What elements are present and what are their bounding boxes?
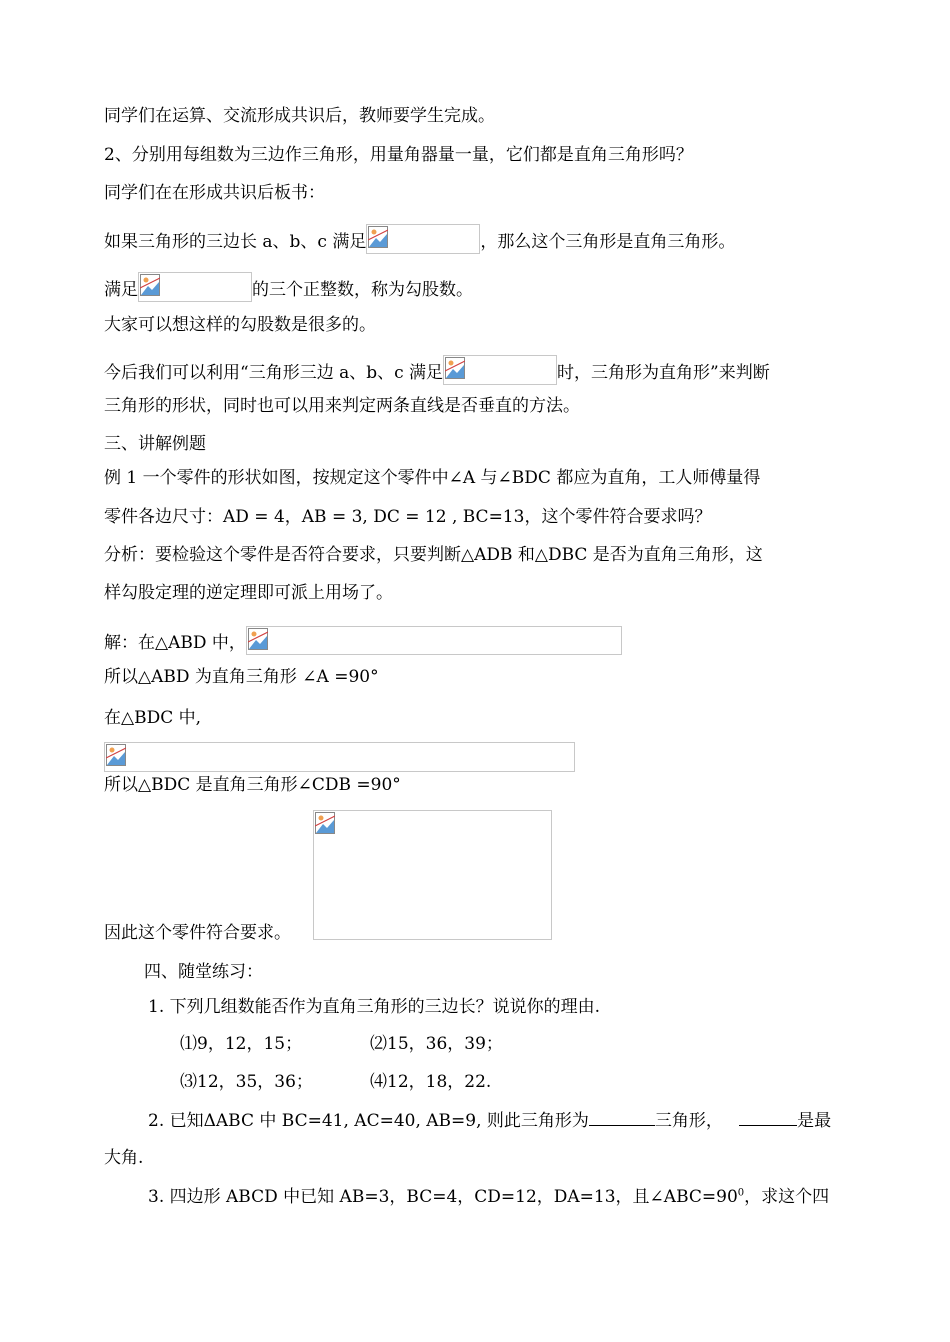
text-line: 大家可以想这样的勾股数是很多的。 — [104, 315, 376, 335]
text-line: 零件各边尺寸：AD = 4，AB = 3, DC = 12 , BC=13，这个零件符合要求吗？ — [104, 507, 712, 527]
text-line — [104, 224, 846, 254]
exercise-item — [148, 1185, 846, 1209]
text-line: 所以△ABD 为直角三角形 ∠A =90° — [104, 667, 379, 687]
text-segment: 的三个正整数，称为勾股数。 — [252, 280, 473, 300]
text-segment: 今后我们可以利用“三角形三边 a、b、c 满足 — [104, 363, 444, 383]
section-heading: 四、随堂练习： — [144, 962, 263, 982]
text-line: 同学们在在形成共识后板书： — [104, 183, 325, 203]
text-line — [104, 355, 846, 385]
option-item: ⑷12，18，22. — [370, 1072, 492, 1092]
section-heading: 三、讲解例题 — [104, 434, 206, 454]
text-segment: ，那么这个三角形是直角三角形。 — [480, 232, 736, 252]
text-segment: 2. 已知ΔABC 中 BC=41, AC=40, AB=9, 则此三角形为 — [148, 1111, 589, 1131]
option-item: ⑶12，35，36； — [180, 1072, 313, 1092]
text-line — [104, 626, 846, 655]
text-line: 例 1 一个零件的形状如图，按规定这个零件中∠A 与∠BDC 都应为直角，工人师傅量得 — [104, 468, 761, 488]
text-line — [104, 272, 846, 302]
broken-image-icon — [140, 274, 160, 296]
text-line: 样勾股定理的逆定理即可派上用场了。 — [104, 583, 393, 603]
text-segment: 3. 四边形 ABCD 中已知 AB=3，BC=4，CD=12，DA=13，且∠ABC=90 — [148, 1187, 738, 1207]
broken-image — [104, 742, 575, 772]
answer-blank[interactable] — [589, 1108, 655, 1126]
broken-image-icon — [368, 226, 388, 248]
text-segment: 满足 — [104, 280, 138, 300]
text-line: 2、分别用每组数为三边作三角形，用量角器量一量，它们都是直角三角形吗？ — [104, 145, 693, 165]
broken-image — [138, 272, 252, 302]
text-segment: ，求这个四 — [744, 1187, 830, 1207]
broken-image — [246, 626, 622, 655]
answer-blank[interactable] — [739, 1108, 797, 1126]
text-line: 在△BDC 中, — [104, 708, 202, 728]
broken-image-icon — [106, 744, 126, 766]
option-item: ⑵15，36，39； — [370, 1034, 503, 1054]
option-item: ⑴9，12，15； — [180, 1034, 303, 1054]
text-line: 因此这个零件符合要求。 — [104, 923, 291, 943]
broken-image-icon — [445, 357, 465, 379]
text-segment: 三角形， — [654, 1111, 723, 1131]
broken-image — [443, 355, 557, 385]
superscript: 0 — [737, 1187, 745, 1199]
image-container — [104, 742, 575, 772]
broken-image — [366, 224, 480, 254]
broken-image-icon — [315, 812, 335, 834]
text-segment: 是最 — [797, 1111, 832, 1131]
exercise-item — [148, 1108, 846, 1133]
text-line: 大角. — [104, 1148, 144, 1168]
text-segment: 时，三角形为直角形”来判断 — [557, 363, 770, 383]
text-line: 分析：要检验这个零件是否符合要求，只要判断△ADB 和△DBC 是否为直角三角形，这 — [104, 545, 763, 565]
text-line: 三角形的形状，同时也可以用来判定两条直线是否垂直的方法。 — [104, 396, 580, 416]
exercise-item: 1. 下列几组数能否作为直角三角形的三边长？说说你的理由. — [148, 997, 601, 1017]
text-segment: 如果三角形的三边长 a、b、c 满足 — [104, 232, 367, 252]
broken-image-icon — [248, 628, 268, 650]
text-line: 同学们在运算、交流形成共识后，教师要学生完成。 — [104, 106, 495, 126]
text-line: 所以△BDC 是直角三角形∠CDB =90° — [104, 775, 401, 795]
text-segment: 解：在△ABD 中， — [104, 633, 246, 653]
